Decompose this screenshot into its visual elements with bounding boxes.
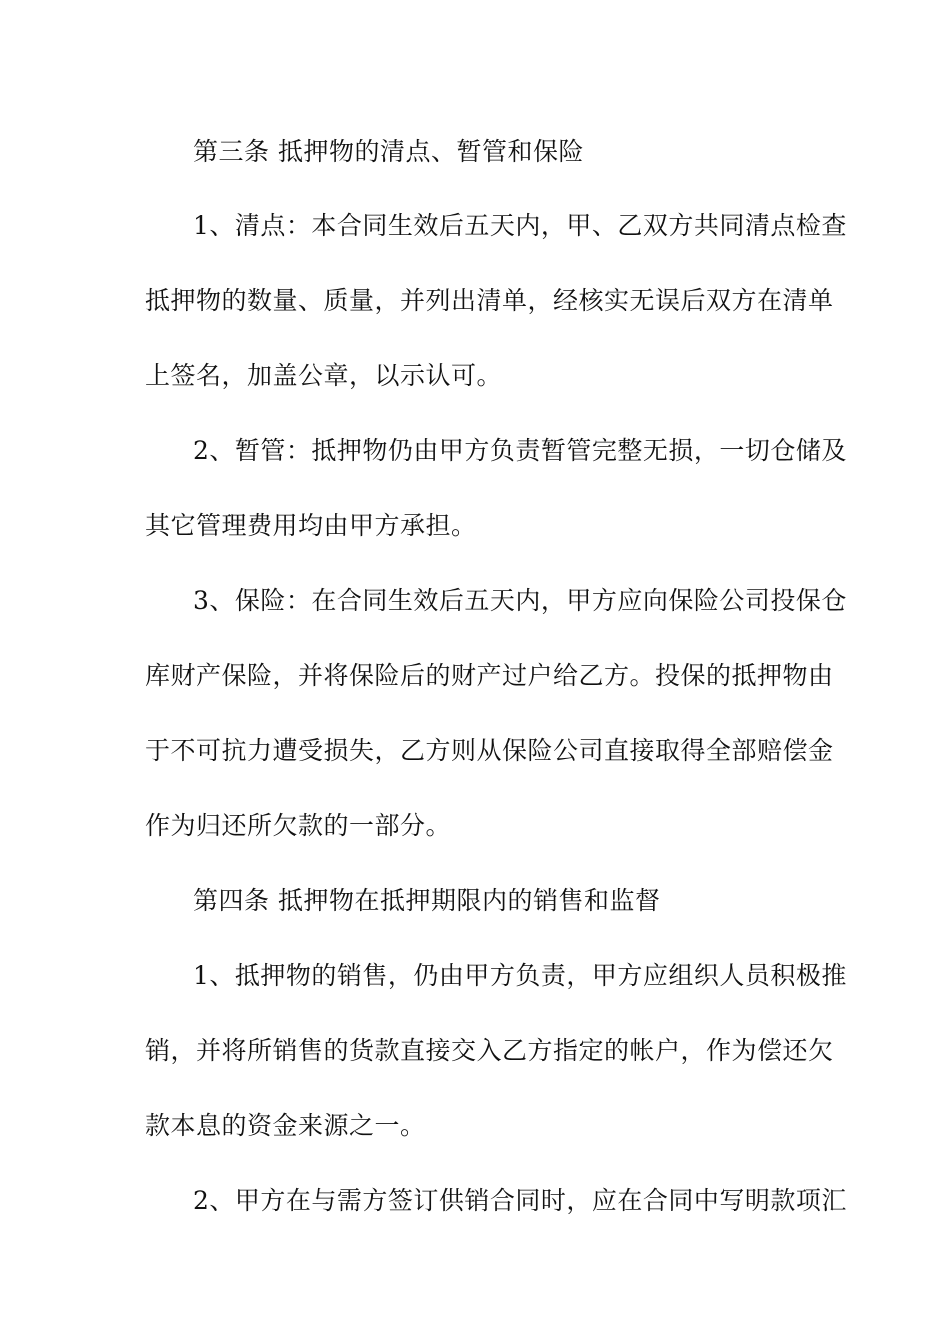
paragraph-line: 2、甲方在与需方签订供销合同时，应在合同中写明款项汇 bbox=[193, 1186, 847, 1215]
paragraph-line: 1、清点：本合同生效后五天内，甲、乙双方共同清点检查 bbox=[193, 211, 847, 240]
article-3-heading: 第三条 抵押物的清点、暂管和保险 bbox=[193, 137, 584, 166]
article-4-heading: 第四条 抵押物在抵押期限内的销售和监督 bbox=[193, 886, 661, 915]
paragraph-line: 3、保险：在合同生效后五天内，甲方应向保险公司投保仓 bbox=[193, 586, 847, 615]
paragraph-line: 库财产保险，并将保险后的财产过户给乙方。投保的抵押物由 bbox=[145, 661, 834, 690]
paragraph-line: 款本息的资金来源之一。 bbox=[145, 1111, 426, 1140]
paragraph-line: 1、抵押物的销售，仍由甲方负责，甲方应组织人员积极推 bbox=[193, 961, 847, 990]
paragraph-line: 于不可抗力遭受损失，乙方则从保险公司直接取得全部赔偿金 bbox=[145, 736, 834, 765]
paragraph-line: 抵押物的数量、质量，并列出清单，经核实无误后双方在清单 bbox=[145, 286, 834, 315]
paragraph-line: 上签名，加盖公章，以示认可。 bbox=[145, 361, 503, 390]
paragraph-line: 作为归还所欠款的一部分。 bbox=[145, 811, 452, 840]
paragraph-line: 销，并将所销售的货款直接交入乙方指定的帐户，作为偿还欠 bbox=[145, 1036, 834, 1065]
paragraph-line: 其它管理费用均由甲方承担。 bbox=[145, 511, 477, 540]
paragraph-line: 2、暂管：抵押物仍由甲方负责暂管完整无损，一切仓储及 bbox=[193, 436, 847, 465]
